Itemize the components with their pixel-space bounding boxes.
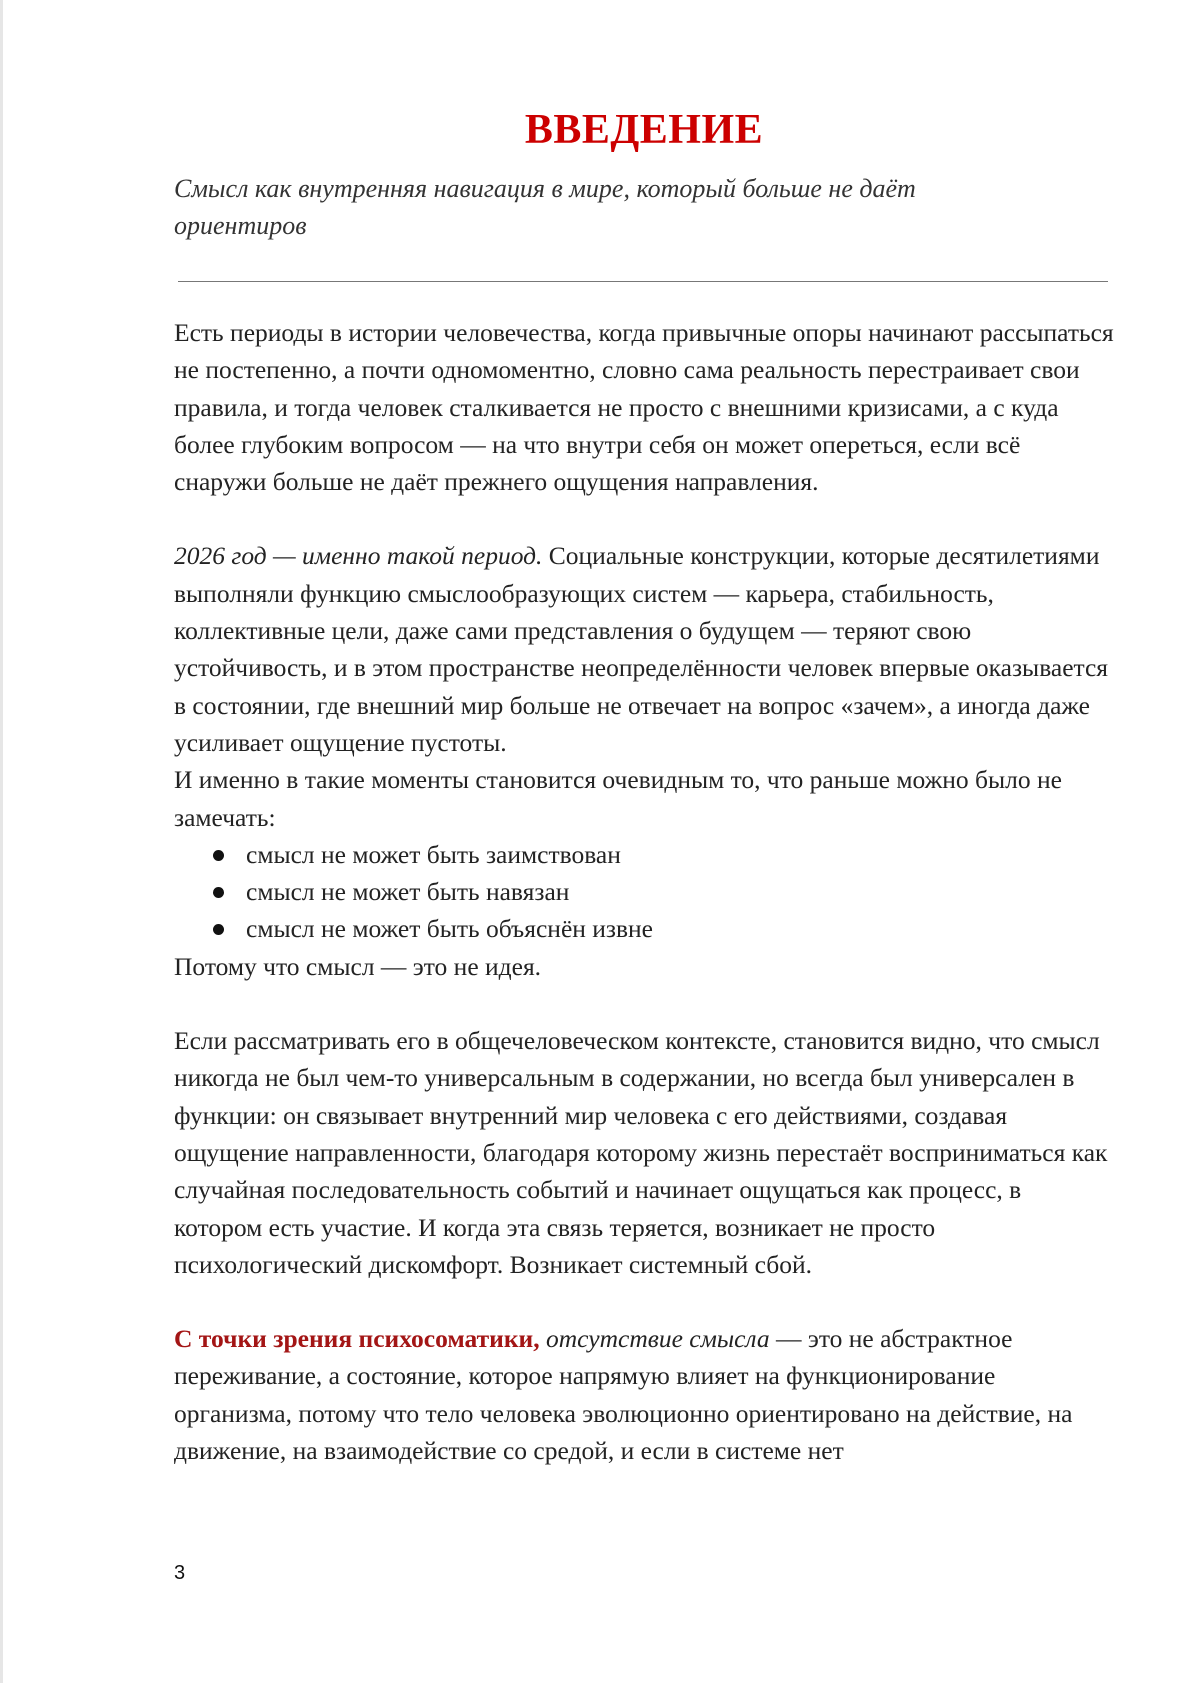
list-item — [174, 873, 1114, 910]
list-item-text: смысл не может быть заимствован — [246, 839, 621, 869]
paragraph-2-italic-lead: 2026 год — именно такой период. — [174, 541, 543, 571]
document-body — [174, 314, 1114, 1469]
paragraph-6-red-lead: С точки зрения психосоматики, — [174, 1324, 540, 1354]
page-title: ВВЕДЕНИЕ — [524, 107, 764, 153]
paragraph-1: Есть периоды в истории человечества, когда привычные опоры начинают рассыпаться не постепенно, а почти одномоментно, словно сама реальность перестраивает свои правила, и тогда человек сталкивается не просто с внешними кризисами, а с куда более глубоким вопросом — на что внутри себя он может опереться, если всё снаружи больше не даёт прежнего ощущения направления. — [174, 318, 1114, 497]
bullet-icon — [213, 850, 224, 861]
page-subtitle: Смысл как внутренняя навигация в мире, который больше не даёт ориентиров — [174, 174, 916, 240]
paragraph-6 — [174, 1320, 1114, 1469]
paragraph-6-italic: отсутствие смысла — [545, 1324, 770, 1354]
horizontal-divider — [178, 281, 1108, 282]
page-left-edge — [0, 0, 3, 1683]
paragraph-3: И именно в такие моменты становится очевидным то, что раньше можно было не замечать: — [174, 765, 1062, 832]
paragraph-6-text: — это не абстрактное переживание, а состояние, которое напрямую влияет на функционирование организма, потому что тело человека эволюционно ориентировано на действие, на движение, на взаимодействие со средой, и если в системе нет — [174, 1324, 1073, 1466]
list-item-text: смысл не может быть объяснён извне — [246, 914, 654, 944]
page-number: 3 — [174, 1562, 186, 1584]
list-item-text: смысл не может быть навязан — [246, 877, 570, 907]
bullet-icon — [213, 887, 224, 898]
list-item — [174, 910, 1114, 947]
paragraph-4: Потому что смысл — это не идея. — [174, 951, 542, 981]
paragraph-5: Если рассматривать его в общечеловеческом контексте, становится видно, что смысл никогда не был чем-то универсальным в содержании, но всегда был универсален в функции: он связывает внутренний мир человека с его действиями, создавая ощущение направленности, благодаря которому жизнь перестаёт восприниматься как случайная последовательность событий и начинает ощущаться как процесс, в котором есть участие. И когда эта связь теряется, возникает не просто психологический дискомфорт. Возникает системный сбой. — [174, 1026, 1108, 1279]
bullet-icon — [213, 924, 224, 935]
list-item — [174, 836, 1114, 873]
paragraph-2 — [174, 537, 1114, 761]
paragraph-2-text: Социальные конструкции, которые десятилетиями выполняли функцию смыслообразующих систем — карьера, стабильность, коллективные цели, даже сами представления о будущем — теряют свою устойчивость, и в этом пространстве неопределённости человек впервые оказывается в состоянии, где внешний мир больше не отвечает на вопрос «зачем», а иногда даже усиливает ощущение пустоты. — [174, 541, 1109, 757]
bullet-list — [174, 836, 1114, 948]
